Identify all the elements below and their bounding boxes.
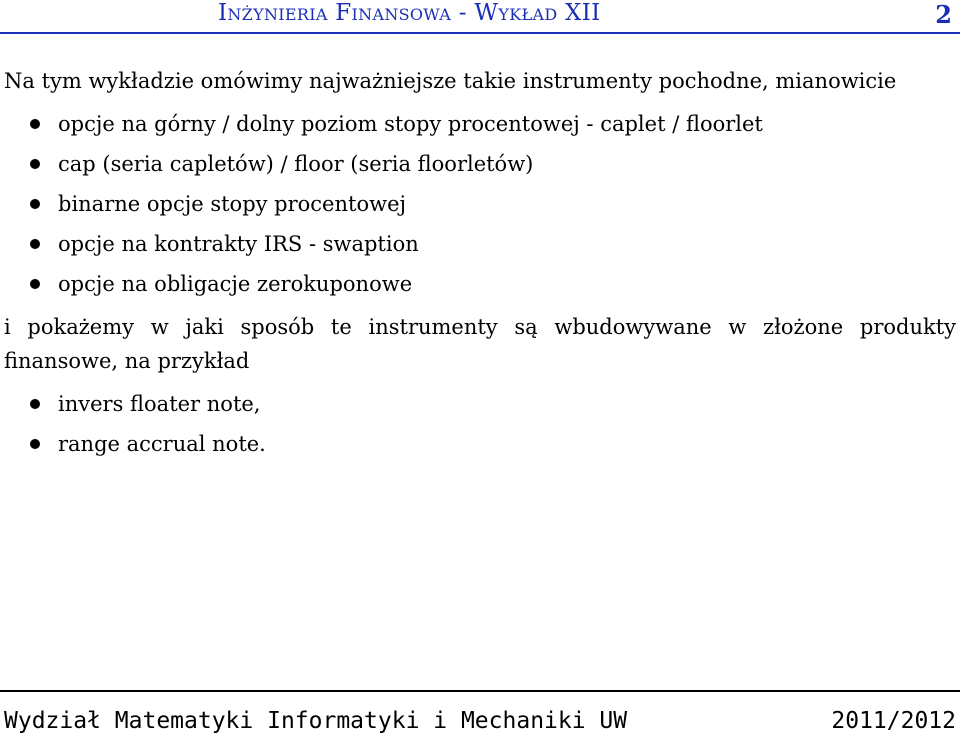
footer-divider [0,690,960,692]
list-item-text: opcje na górny / dolny poziom stopy procentowej - caplet / floorlet [58,112,763,136]
list-item [28,264,956,304]
bullet-icon [30,199,40,209]
footer-year: 2011/2012 [831,708,956,734]
bullet-icon [30,159,40,169]
header-divider [0,32,960,34]
products-list [4,384,956,464]
list-item-text: invers floater note, [58,392,261,416]
bullet-icon [30,239,40,249]
bullet-icon [30,399,40,409]
bullet-icon [30,279,40,289]
list-item [28,144,956,184]
bullet-icon [30,439,40,449]
list-item [28,384,956,424]
intro-paragraph: Na tym wykładzie omówimy najważniejsze takie instrumenty pochodne, mianowicie [4,69,897,93]
bullet-icon [30,119,40,129]
instruments-list [4,104,956,304]
list-item [28,424,956,464]
list-item [28,224,956,264]
list-item-text: opcje na obligacje zerokuponowe [58,272,413,296]
list-item [28,184,956,224]
slide-content [4,64,956,470]
list-item [28,104,956,144]
list-item-text: binarne opcje stopy procentowej [58,192,407,216]
middle-paragraph: i pokażemy w jaki sposób te instrumenty są wbudowywane w złożone produkty finansowe, na przykład [4,315,956,373]
page-header [0,0,960,36]
list-item-text: cap (seria capletów) / floor (seria floorletów) [58,152,534,176]
list-item-text: opcje na kontrakty IRS - swaption [58,232,419,256]
list-item-text: range accrual note. [58,432,266,456]
lecture-title: Inżynieria Finansowa - Wykład XII [218,0,601,26]
footer-institution: Wydział Matematyki Informatyki i Mechaniki UW [4,708,628,734]
page-number: 2 [935,0,952,29]
